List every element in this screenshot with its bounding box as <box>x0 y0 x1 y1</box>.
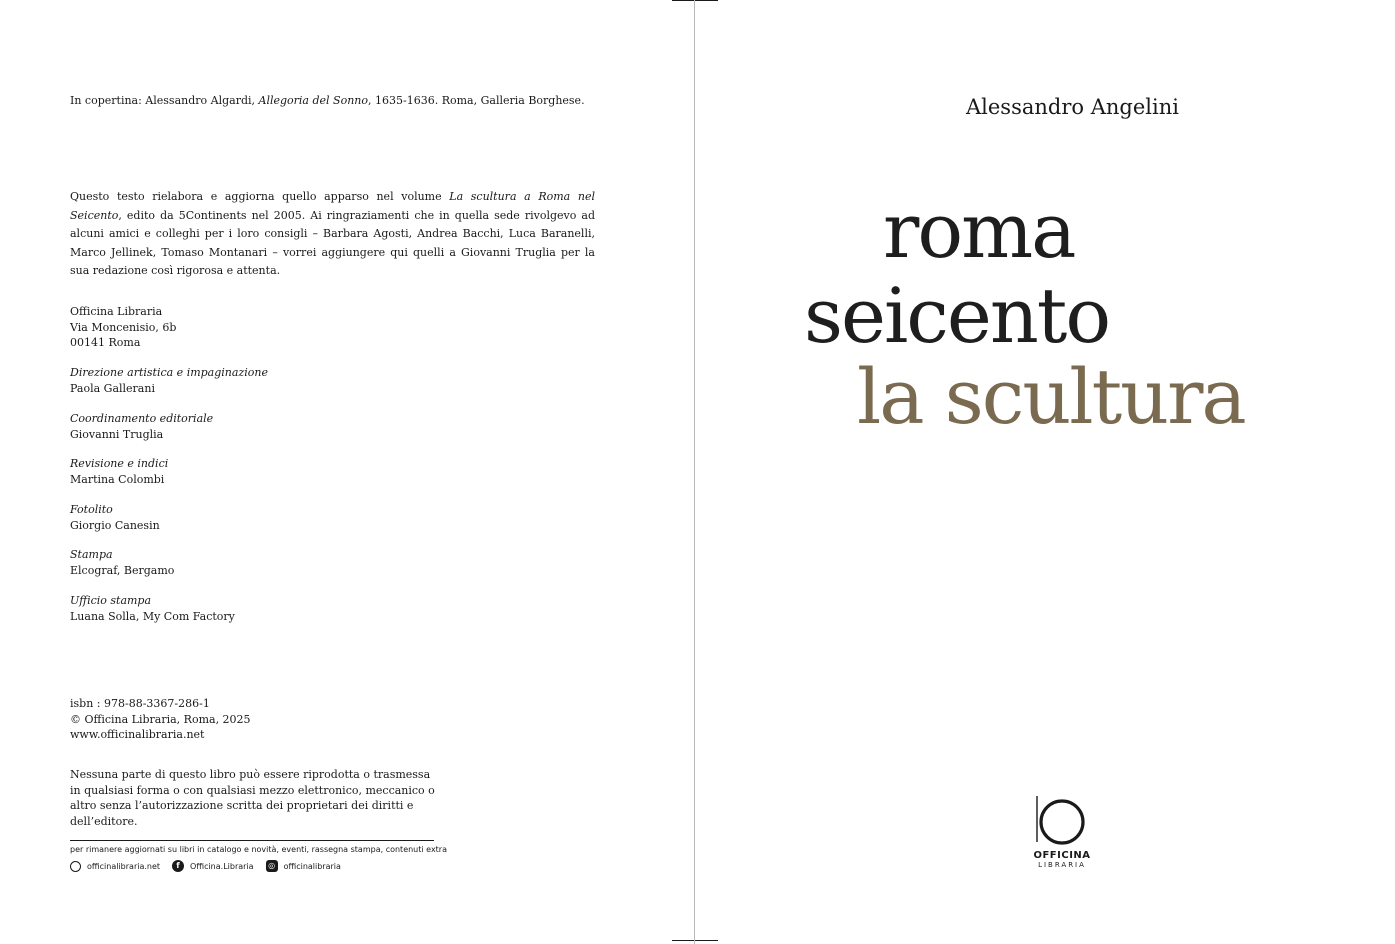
divider <box>70 840 434 841</box>
intro-paragraph <box>70 188 595 281</box>
title-page <box>696 0 1395 944</box>
social-facebook[interactable]: Officina.Libraria <box>190 861 254 871</box>
credit-role: Ufficio stampa <box>70 594 152 607</box>
credit-art-direction <box>70 365 268 396</box>
social-links <box>70 860 450 872</box>
publisher-logo <box>1029 794 1095 874</box>
facebook-icon: f <box>172 860 184 872</box>
title-line-1: roma <box>883 186 1075 275</box>
publication-info <box>70 696 251 743</box>
credit-name: Martina Colombi <box>70 472 165 486</box>
credit-name: Paola Gallerani <box>70 381 155 395</box>
officina-logo-icon <box>70 861 81 872</box>
title-line-3: la scultura <box>857 352 1245 441</box>
credit-photolitho <box>70 502 160 533</box>
credit-editorial-coordination <box>70 411 213 442</box>
credit-role: Revisione e indici <box>70 457 169 470</box>
cover-credit-prefix: In copertina: Alessandro Algardi, <box>70 94 259 107</box>
credit-role: Coordinamento editoriale <box>70 412 214 425</box>
credit-printing <box>70 547 174 578</box>
social-intro: per rimanere aggiornati su libri in catalogo e novità, eventi, rassegna stampa, contenuti extra <box>70 845 447 854</box>
title-line-2: seicento <box>804 271 1110 360</box>
publisher-address <box>70 304 176 351</box>
copyright: © Officina Libraria, Roma, 2025 <box>70 712 251 726</box>
credit-revision <box>70 456 168 487</box>
intro-book-title: La scultura a Roma nel Seicento <box>70 190 595 222</box>
publisher-logo-icon <box>1029 794 1095 848</box>
publisher-street: Via Moncenisio, 6b <box>70 320 177 334</box>
author-name: Alessandro Angelini <box>966 95 1179 119</box>
credit-name: Luana Solla, My Com Factory <box>70 609 235 623</box>
cover-credit <box>70 93 630 109</box>
credit-role: Fotolito <box>70 503 113 516</box>
logo-line-2: LIBRARIA <box>1038 861 1086 869</box>
cover-credit-suffix: , 1635-1636. Roma, Galleria Borghese. <box>368 94 585 107</box>
intro-before: Questo testo rielabora e aggiorna quello apparso nel volume <box>70 190 450 203</box>
publisher-city: 00141 Roma <box>70 336 141 349</box>
social-footer <box>70 845 450 872</box>
credit-role: Direzione artistica e impaginazione <box>70 366 268 379</box>
rights-notice: Nessuna parte di questo libro può essere riprodotta o trasmessa in qualsiasi forma o con qualsiasi mezzo elettronico, meccanico o altro senza l’autorizzazione scritta dei proprietari dei diritti e dell’editore. <box>70 768 435 828</box>
isbn: isbn : 978-88-3367-286-1 <box>70 697 210 710</box>
social-instagram[interactable]: officinalibraria <box>283 861 341 871</box>
credit-name: Giorgio Canesin <box>70 518 160 532</box>
credit-press-office <box>70 593 235 624</box>
colophon-page <box>0 0 695 944</box>
intro-after: , edito da 5Continents nel 2005. Ai ringraziamenti che in quella sede rivolgevo ad alcuni amici e colleghi per i loro consigli – Barbara Agosti, Andrea Bacchi, Luca Baranelli, Marco Jellinek, Tomaso Montanari – vorrei aggiungere qui quelli a Giovanni Truglia per la sua redazione così rigorosa e attenta. <box>70 208 595 277</box>
cover-credit-artwork-title: Allegoria del Sonno <box>258 94 369 107</box>
instagram-icon: ◎ <box>266 860 278 872</box>
credit-name: Giovanni Truglia <box>70 427 164 441</box>
website-link[interactable]: www.officinalibraria.net <box>70 728 205 741</box>
credit-name: Elcograf, Bergamo <box>70 563 175 577</box>
publisher-name: Officina Libraria <box>70 305 163 318</box>
credit-role: Stampa <box>70 548 113 561</box>
social-website[interactable]: officinalibraria.net <box>87 861 161 871</box>
logo-line-1: OFFICINA <box>1033 850 1091 861</box>
